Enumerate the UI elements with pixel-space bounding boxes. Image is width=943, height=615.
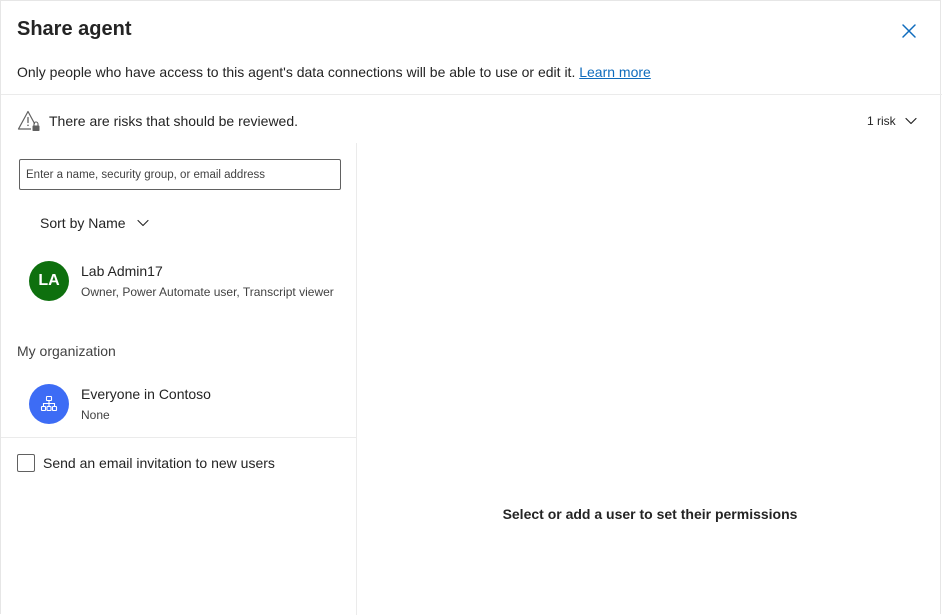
panel-divider <box>1 437 357 438</box>
risk-count: 1 risk <box>867 114 896 128</box>
sort-by-button[interactable] <box>40 215 150 231</box>
user-list-item[interactable] <box>29 261 334 301</box>
organization-avatar <box>29 384 69 424</box>
people-panel <box>1 143 357 615</box>
risk-expand-toggle[interactable] <box>867 111 918 131</box>
user-name: Lab Admin17 <box>81 263 163 279</box>
permissions-empty-message: Select or add a user to set their permissions <box>502 506 798 522</box>
risk-message: There are risks that should be reviewed. <box>49 113 299 129</box>
header-divider <box>1 94 942 95</box>
org-chart-icon <box>40 395 58 413</box>
avatar <box>29 261 69 301</box>
description-text: Only people who have access to this agent's data connections will be able to use or edit it. <box>17 64 576 80</box>
email-invite-checkbox[interactable] <box>17 454 35 472</box>
organization-section-label: My organization <box>17 343 116 359</box>
dialog-title: Share agent <box>17 18 132 40</box>
email-invite-option[interactable] <box>17 454 275 472</box>
sort-label: Sort by Name <box>40 215 126 231</box>
chevron-down-icon <box>136 216 150 230</box>
people-search-input[interactable] <box>19 159 341 190</box>
close-icon <box>897 19 921 43</box>
organization-name: Everyone in Contoso <box>81 386 211 402</box>
dialog-description <box>17 64 651 80</box>
learn-more-link[interactable]: Learn more <box>579 64 651 80</box>
email-invite-label: Send an email invitation to new users <box>43 455 275 471</box>
warning-lock-icon <box>17 109 41 133</box>
user-roles: Owner, Power Automate user, Transcript viewer <box>81 285 334 299</box>
close-button[interactable] <box>897 19 921 43</box>
organization-list-item[interactable] <box>29 384 211 424</box>
chevron-down-icon <box>904 114 918 128</box>
avatar-initials: LA <box>38 272 60 289</box>
organization-permission: None <box>81 408 110 422</box>
